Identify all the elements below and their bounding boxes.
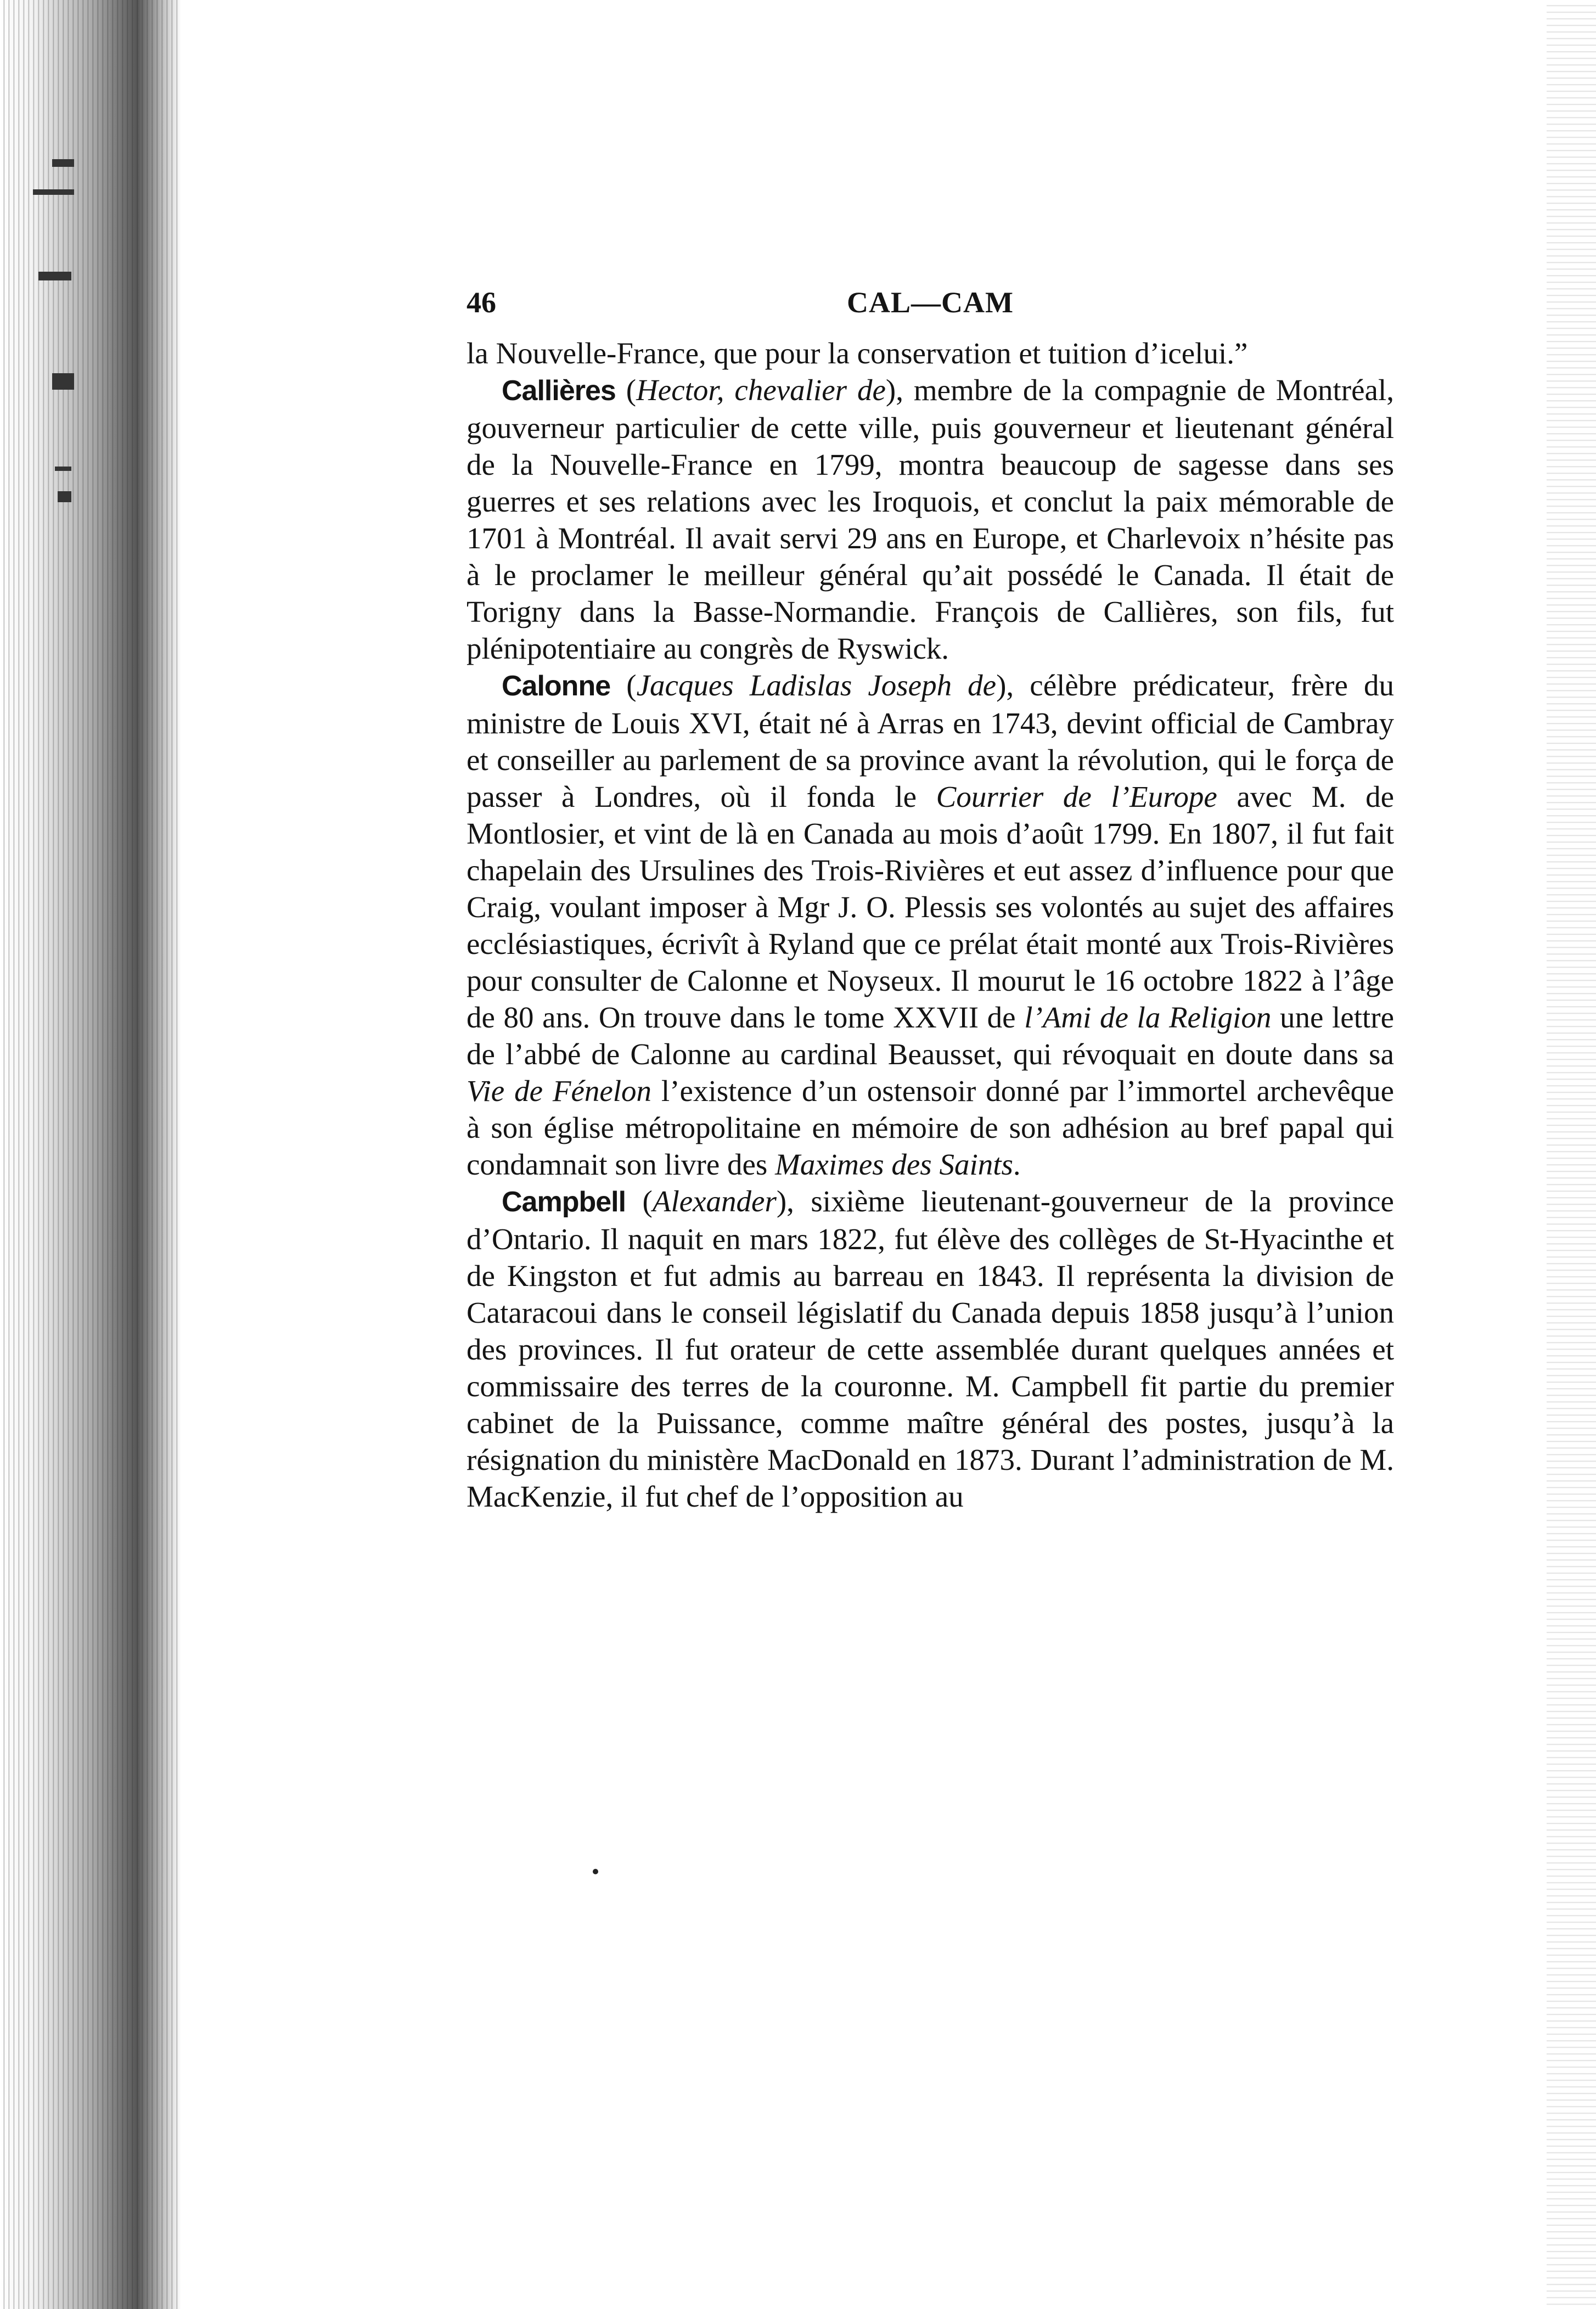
entry-campbell: Campbell (Alexander), sixième lieutenant-gouverneur de la province d’Ontario. Il naquit en mars 1822, fut élève des collèges de St-Hyacinthe et de Kingston et fut admis au barreau en 1843. Il représenta la division de Cataracoui dans le conseil législatif du Canada depuis 1858 jusqu’à l’union des provinces. Il fut orateur de cette assemblée durant quelques années et commissaire des terres de la couronne. M. Campbell fit partie du premier cabinet de la Puissance, comme maître général des postes, jusqu’à la résignation du ministère MacDonald en 1873. Durant l’administration de M. MacKenzie, il fut chef de l’opposition au [467, 1184, 1394, 1513]
work-title: Vie de Fénelon [467, 1074, 652, 1108]
running-head: CAL—CAM [847, 286, 1014, 319]
entry-calonne: Calonne (Jacques Ladislas Joseph de), célèbre prédicateur, frère du ministre de Louis XVI, était né à Arras en 1743, devint official de Cambray et conseiller au parlement de sa province avant la révolution, qui le força de passer à Londres, où il fonda le Courrier de l’Europe avec M. de Montlosier, et vint de là en Canada au mois d’août 1799. En 1807, il fut fait chapelain des Ursulines des Trois-Rivières et eut assez d’influence pour que Craig, voulant imposer à Mgr J. O. Plessis ses volontés au sujet des affaires ecclésiastiques, écrivît à Ryland que ce prélat était monté aux Trois-Rivières pour consulter de Calonne et Noyseux. Il mourut le 16 octobre 1822 à l’âge de 80 ans. On trouve dans le tome XXVII de l’Ami de la Religion une lettre de l’abbé de Calonne au cardinal Beausset, qui révoquait en doute dans sa Vie de Fénelon l’existence d’un ostensoir donné par l’immortel archevêque à son église métropolitaine en mémoire de son adhésion au bref papal qui condamnait son livre des Maximes des Saints. [467, 668, 1394, 1181]
entry-body: célèbre prédicateur, frère du ministre de Louis XVI, était né à Arras en 1743, devint official de Cambray et conseiller au parlement de sa province avant la révolution, qui le força de passer à Londres, où il fonda le [467, 668, 1394, 813]
person-name: Hector, chevalier de [636, 373, 886, 407]
continuation-paragraph: la Nouvelle-France, que pour la conservation et tuition d’icelui.” [467, 336, 1248, 370]
scan-binding-edge [0, 0, 181, 2309]
work-title: Courrier de l’Europe [936, 780, 1217, 813]
entry-body: l’existence d’un ostensoir donné par l’immortel archevêque à son église métropolitaine en mémoire de son adhésion au bref papal qui condamnait son livre des [467, 1074, 1394, 1181]
page-number: 46 [467, 286, 496, 319]
page-header [467, 285, 1394, 335]
headword: Callières [502, 375, 616, 407]
work-title: l’Ami de la Religion [1024, 1001, 1272, 1034]
scan-right-edge [1547, 0, 1596, 2309]
person-name: Jacques Ladislas Joseph de [636, 668, 997, 702]
headword: Campbell [502, 1186, 626, 1218]
headword: Calonne [502, 670, 611, 702]
entry-body: avec M. de Montlosier, et vint de là en Canada au mois d’août 1799. En 1807, il fut fait chapelain des Ursulines des Trois-Rivières et eut assez d’influence pour que Craig, voulant imposer à Mgr J. O. Plessis ses volontés au sujet des affaires ecclésiastiques, écrivît à Ryland que ce prélat était monté aux Trois-Rivières pour consulter de Calonne et Noyseux. Il mourut le 16 octobre 1822 à l’âge de 80 ans. On trouve dans le tome XXVII de [467, 780, 1394, 1034]
book-page [467, 285, 1394, 1515]
entry-body: une lettre de l’abbé de Calonne au cardinal Beausset, qui révoquait en doute dans sa [467, 1001, 1394, 1071]
work-title: Maximes des Saints [775, 1148, 1013, 1181]
ink-speck [593, 1869, 598, 1874]
entry-callieres: Callières (Hector, chevalier de), membre de la compagnie de Montréal, gouverneur particulier de cette ville, puis gouverneur et lieutenant général de la Nouvelle-France en 1799, montra beaucoup de sagesse dans ses guerres et ses relations avec les Iroquois, et conclut la paix mémorable de 1701 à Montréal. Il avait servi 29 ans en Europe, et Charlevoix n’hésite pas à le proclamer le meilleur général qu’ait possédé le Canada. Il était de Torigny dans la Basse-Normandie. François de Callières, son fils, fut plénipotentiaire au congrès de Ryswick. [467, 373, 1394, 665]
person-name: Alexander [652, 1184, 777, 1218]
entry-body: membre de la compagnie de Montréal, gouverneur particulier de cette ville, puis gouverneur et lieutenant général de la Nouvelle-France en 1799, montra beaucoup de sagesse dans ses guerres et ses relations avec les Iroquois, et conclut la paix mémorable de 1701 à Montréal. Il avait servi 29 ans en Europe, et Charlevoix n’hésite pas à le proclamer le meilleur général qu’ait possédé le Canada. Il était de Torigny dans la Basse-Normandie. François de Callières, son fils, fut plénipotentiaire au congrès de Ryswick. [467, 373, 1394, 665]
entry-body: sixième lieutenant-gouverneur de la province d’Ontario. Il naquit en mars 1822, fut élève des collèges de St-Hyacinthe et de Kingston et fut admis au barreau en 1843. Il représenta la division de Cataracoui dans le conseil législatif du Canada depuis 1858 jusqu’à l’union des provinces. Il fut orateur de cette assemblée durant quelques années et commissaire des terres de la couronne. M. Campbell fit partie du premier cabinet de la Puissance, comme maître général des postes, jusqu’à la résignation du ministère MacDonald en 1873. Durant l’administration de M. MacKenzie, il fut chef de l’opposition au [467, 1184, 1394, 1513]
page-text [467, 335, 1394, 1515]
